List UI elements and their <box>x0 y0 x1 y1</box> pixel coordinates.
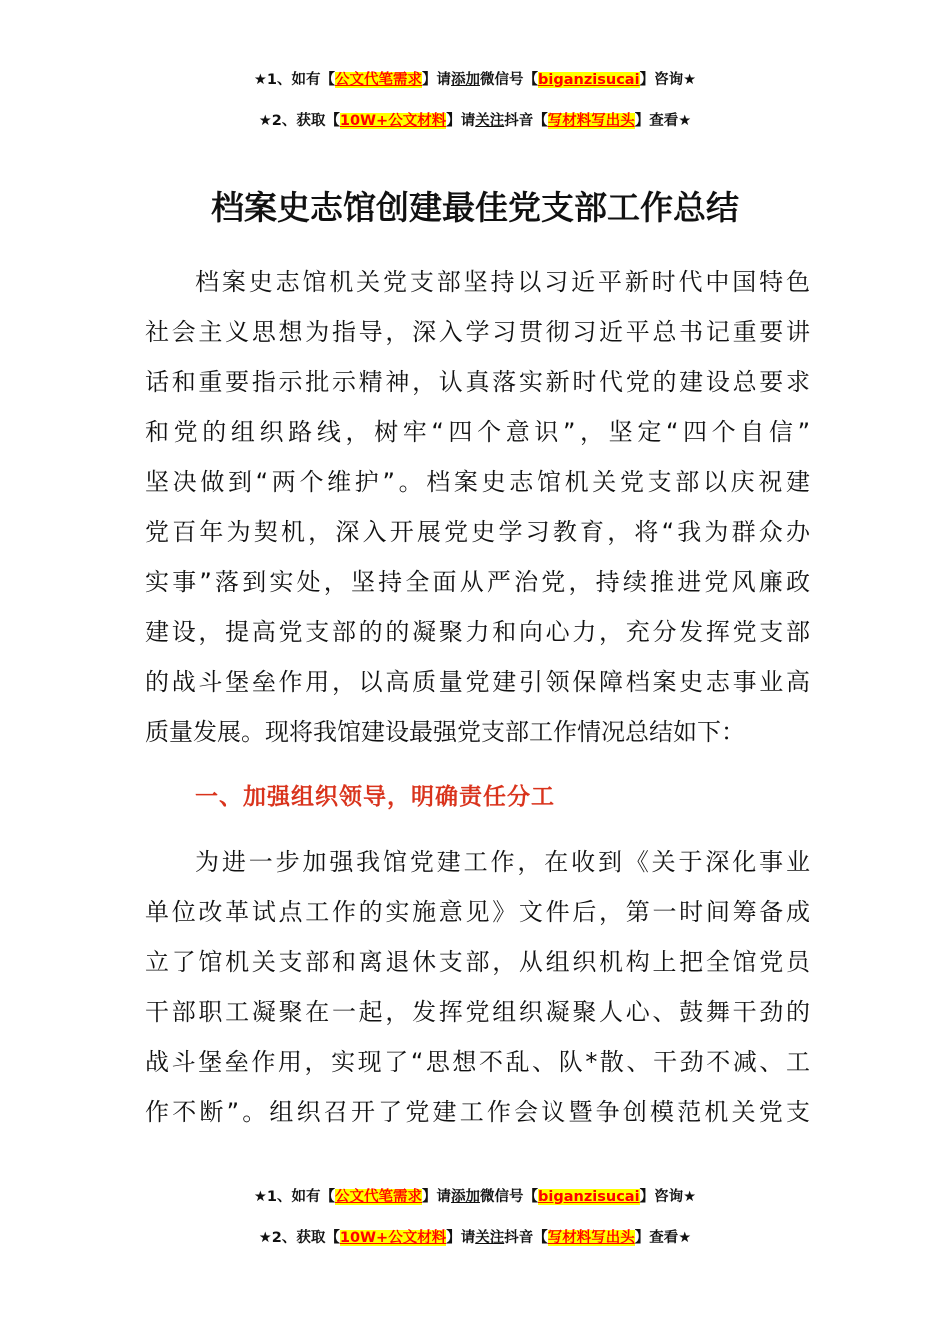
notice-underlined-text: 添加 <box>451 72 481 88</box>
paragraph-line: 坚决做到“两个维护”。档案史志馆机关党支部以庆祝建 <box>145 468 810 496</box>
notice-highlight-wechat-id: biganzisucai <box>538 72 640 88</box>
paragraph-line: 话和重要指示批示精神，认真落实新时代党的建设总要求 <box>145 368 810 396</box>
paragraph-line: 社会主义思想为指导，深入学习贯彻习近平总书记重要讲 <box>145 318 810 346</box>
bottom-notice-line-2 <box>0 1227 950 1249</box>
notice-text: 微信号【 <box>480 72 539 88</box>
notice-highlight-materials: 10W+公文材料 <box>339 113 447 129</box>
top-notice-line-2 <box>0 110 950 132</box>
notice-highlight-wechat-id: biganzisucai <box>538 1189 640 1205</box>
notice-highlight-douyin-account: 写材料写出头 <box>547 1230 635 1246</box>
notice-highlight-service: 公文代笔需求 <box>335 72 423 88</box>
paragraph-line: 实事”落到实处，坚持全面从严治党，持续推进党风廉政 <box>145 568 810 596</box>
notice-highlight-service: 公文代笔需求 <box>335 1189 423 1205</box>
top-notice-line-1 <box>0 69 950 91</box>
notice-prefix: ★1、如有【 <box>253 1189 336 1205</box>
notice-text: 】请 <box>422 72 452 88</box>
notice-underlined-text: 关注 <box>475 113 505 129</box>
paragraph-line: 建设，提高党支部的的凝聚力和向心力，充分发挥党支部 <box>145 618 810 646</box>
notice-prefix: ★1、如有【 <box>253 72 336 88</box>
notice-text: 抖音【 <box>504 1230 548 1246</box>
notice-suffix: 】咨询★ <box>639 1189 697 1205</box>
paragraph-line: 的战斗堡垒作用，以高质量党建引领保障档案史志事业高 <box>145 668 810 696</box>
paragraph-line: 作不断”。组织召开了党建工作会议暨争创模范机关党支 <box>145 1098 810 1126</box>
paragraph-line: 质量发展。现将我馆建设最强党支部工作情况总结如下： <box>145 718 745 746</box>
notice-prefix: ★2、获取【 <box>258 113 340 129</box>
notice-underlined-text: 关注 <box>475 1230 505 1246</box>
notice-text: 】请 <box>446 1230 476 1246</box>
paragraph-line: 战斗堡垒作用，实现了“思想不乱、队*散、干劲不减、工 <box>145 1048 810 1076</box>
notice-highlight-materials: 10W+公文材料 <box>339 1230 447 1246</box>
paragraph-intro <box>145 257 810 757</box>
paragraph-line: 单位改革试点工作的实施意见》文件后，第一时间筹备成 <box>145 898 810 926</box>
bottom-notice-line-1 <box>0 1186 950 1208</box>
paragraph-line: 档案史志馆机关党支部坚持以习近平新时代中国特色 <box>195 268 810 296</box>
notice-text: 抖音【 <box>504 113 548 129</box>
notice-underlined-text: 添加 <box>451 1189 481 1205</box>
notice-highlight-douyin-account: 写材料写出头 <box>547 113 635 129</box>
paragraph-line: 党百年为契机，深入开展党史学习教育，将“我为群众办 <box>145 518 810 546</box>
paragraph-line: 和党的组织路线，树牢“四个意识”，坚定“四个自信” <box>145 418 810 446</box>
paragraph-line: 为进一步加强我馆党建工作，在收到《关于深化事业 <box>195 848 810 876</box>
document-title: 档案史志馆创建最佳党支部工作总结 <box>211 188 739 227</box>
notice-text: 微信号【 <box>480 1189 539 1205</box>
section-heading: 一、加强组织领导，明确责任分工 <box>195 784 555 810</box>
paragraph-line: 干部职工凝聚在一起，发挥党组织凝聚人心、鼓舞干劲的 <box>145 998 810 1026</box>
notice-prefix: ★2、获取【 <box>258 1230 340 1246</box>
notice-text: 】请 <box>422 1189 452 1205</box>
notice-text: 】请 <box>446 113 476 129</box>
notice-suffix: 】咨询★ <box>639 72 697 88</box>
notice-suffix: 】查看★ <box>634 1230 692 1246</box>
notice-suffix: 】查看★ <box>634 113 692 129</box>
paragraph-section-1 <box>145 837 810 1137</box>
paragraph-line: 立了馆机关支部和离退休支部，从组织机构上把全馆党员 <box>145 948 810 976</box>
